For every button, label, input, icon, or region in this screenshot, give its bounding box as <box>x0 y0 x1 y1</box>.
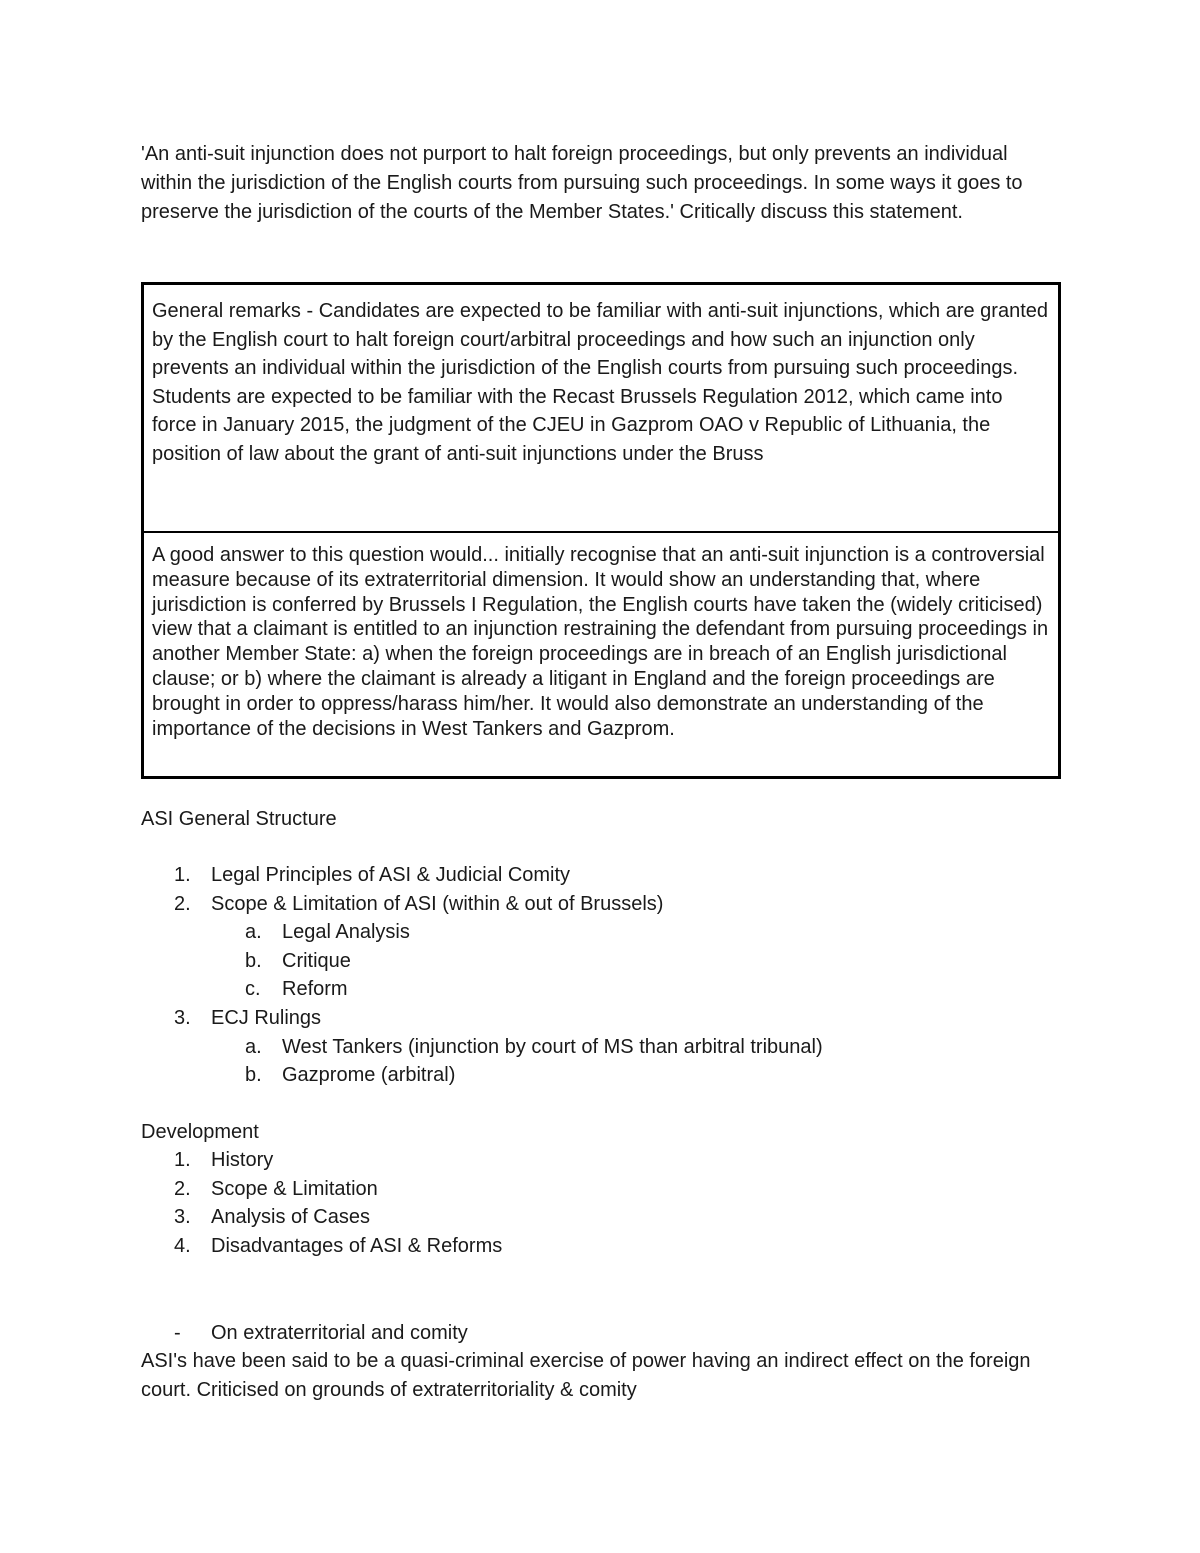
list-item <box>141 1203 1061 1232</box>
list-item-text: History <box>211 1149 274 1171</box>
list-marker: 2. <box>174 1177 191 1200</box>
list-sub-item <box>141 947 1061 976</box>
list-item <box>141 890 1061 919</box>
structure-list <box>141 861 1061 1090</box>
list-marker: 2. <box>174 892 191 915</box>
list-item-text: Scope & Limitation of ASI (within & out of Brussels) <box>211 892 664 915</box>
list-item-text: Scope & Limitation <box>211 1177 378 1200</box>
development-heading: Development <box>141 1121 259 1143</box>
marking-guidance-box <box>141 282 1061 779</box>
list-marker: b. <box>245 1064 262 1087</box>
list-item <box>141 1146 1061 1175</box>
list-marker: c. <box>245 978 261 1001</box>
dash-marker: - <box>174 1322 181 1344</box>
extraterritorial-paragraph: ASI's have been said to be a quasi-criminal exercise of power having an indirect effect on the foreign court. Criticised on grounds of extraterritoriality & comity <box>141 1350 1031 1401</box>
list-item-text: Analysis of Cases <box>211 1206 370 1229</box>
development-list <box>141 1146 1061 1260</box>
extraterritorial-heading: On extraterritorial and comity <box>211 1322 468 1344</box>
extraterritorial-bullet <box>141 1319 1061 1347</box>
general-remarks-cell: General remarks - Candidates are expected to be familiar with anti-suit injunctions, which are granted by the English court to halt foreign court/arbitral proceedings and how such an injunction only prevents an individual within the jurisdiction of the English courts from pursuing such proceedings. Students are expected to be familiar with the Recast Brussels Regulation 2012, which came into force in January 2015, the judgment of the CJEU in Gazprom OAO v Republic of Lithuania, the position of law about the grant of anti-suit injunctions under the Bruss <box>144 285 1058 533</box>
list-item-text: Disadvantages of ASI & Reforms <box>211 1234 503 1257</box>
structure-heading: ASI General Structure <box>141 808 337 830</box>
essay-question: 'An anti-suit injunction does not purport to halt foreign proceedings, but only prevents an individual within the jurisdiction of the English courts from pursuing such proceedings. In some ways it goes to preserve the jurisdiction of the courts of the Member States.' Critically discuss this statement. <box>141 143 1023 223</box>
list-sub-item <box>141 1033 1061 1062</box>
list-item-text: Legal Principles of ASI & Judicial Comity <box>211 864 571 886</box>
list-item <box>141 1232 1061 1261</box>
list-item-text: Legal Analysis <box>282 921 410 944</box>
list-marker: 1. <box>174 864 191 886</box>
list-marker: 4. <box>174 1234 191 1257</box>
list-item <box>141 1004 1061 1033</box>
good-answer-cell: A good answer to this question would... initially recognise that an anti-suit injunction is a controversial measure because of its extraterritorial dimension. It would show an understanding that, where jurisdiction is conferred by Brussels I Regulation, the English courts have taken the (widely criticised) view that a claimant is entitled to an injunction restraining the defendant from pursuing proceedings in another Member State: a) when the foreign proceedings are in breach of an English jurisdictional clause; or b) where the claimant is already a litigant in England and the foreign proceedings are brought in order to oppress/harass him/her. It would also demonstrate an understanding of the importance of the decisions in West Tankers and Gazprom. <box>152 544 1049 740</box>
list-marker: 3. <box>174 1206 191 1229</box>
list-item-text: Reform <box>282 978 348 1001</box>
list-sub-item <box>141 1061 1061 1090</box>
list-item <box>141 861 1061 890</box>
list-marker: a. <box>245 1035 262 1058</box>
list-item <box>141 1175 1061 1204</box>
list-marker: a. <box>245 921 262 944</box>
list-sub-item <box>141 918 1061 947</box>
list-item-text: Gazprome (arbitral) <box>282 1064 456 1087</box>
list-marker: 3. <box>174 1006 191 1029</box>
list-item-text: ECJ Rulings <box>211 1006 322 1029</box>
list-item-text: Critique <box>282 949 351 972</box>
list-marker: 1. <box>174 1149 191 1171</box>
list-marker: b. <box>245 949 262 972</box>
list-sub-item <box>141 975 1061 1004</box>
list-item-text: West Tankers (injunction by court of MS than arbitral tribunal) <box>282 1035 823 1058</box>
